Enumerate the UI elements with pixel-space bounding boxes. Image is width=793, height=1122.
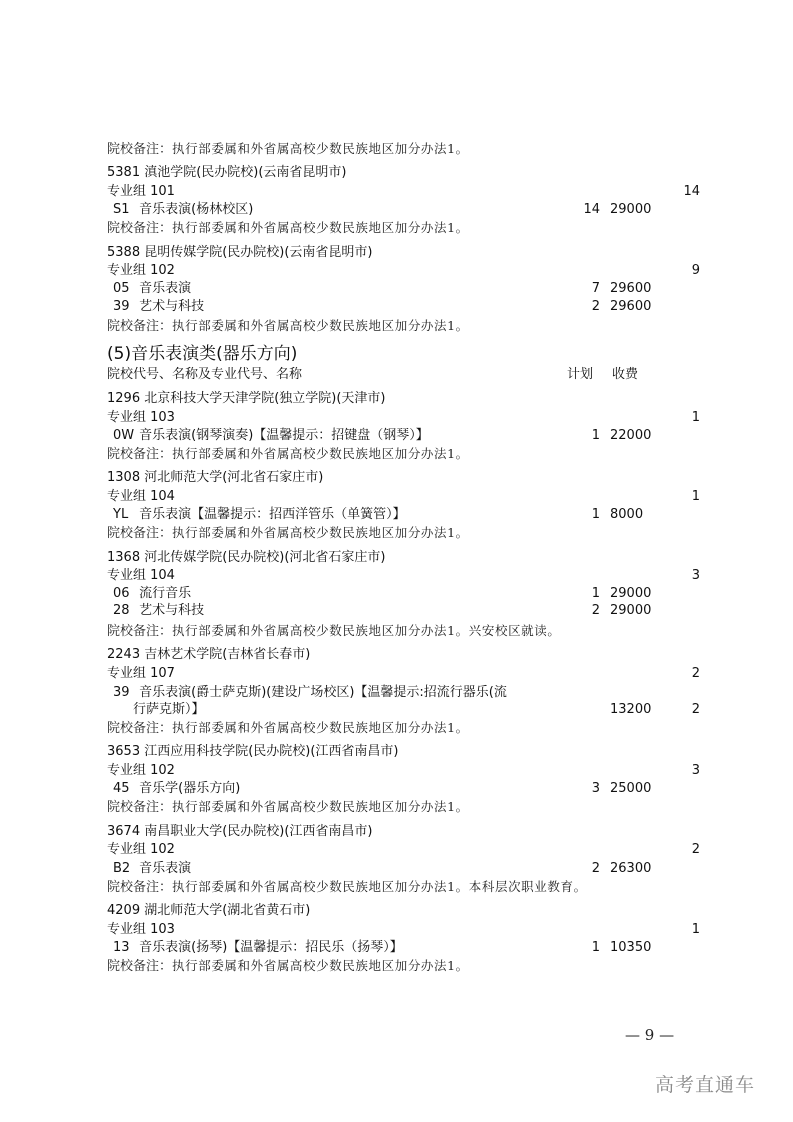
plan-count: 14 <box>683 184 700 199</box>
major-group-row: 专业组 101 14 <box>107 184 700 199</box>
fee: 29000 <box>610 603 652 618</box>
fee: 29000 <box>610 202 652 217</box>
fee: 8000 <box>610 507 644 522</box>
school-title: 5388 昆明传媒学院(民办院校)(云南省昆明市) <box>107 245 373 260</box>
col-plan-header: 计划 <box>567 367 594 382</box>
school-title: 1308 河北师范大学(河北省石家庄市) <box>107 470 324 485</box>
school-note: 院校备注：执行部委属和外省属高校少数民族地区加分办法1。 <box>107 141 469 157</box>
plan-count: 1 <box>591 586 600 601</box>
watermark: 高考直通车 <box>655 1074 756 1096</box>
school-title: 3674 南昌职业大学(民办院校)(江西省南昌市) <box>107 824 373 839</box>
column-header <box>107 366 667 384</box>
major-row: 0W 音乐表演(钢琴演奏)【温馨提示：招键盘（钢琴）】 1 22000 <box>113 428 652 443</box>
major-row: S1 音乐表演(杨林校区) 14 29000 <box>113 202 652 217</box>
major-group-row: 专业组 102 3 <box>107 763 700 778</box>
school-note: 院校备注：执行部委属和外省属高校少数民族地区加分办法1。 <box>107 525 469 541</box>
major-row: 45 音乐学(器乐方向) 3 25000 <box>113 781 652 796</box>
school-note: 院校备注：执行部委属和外省属高校少数民族地区加分办法1。兴安校区就读。 <box>107 623 561 639</box>
fee: 29600 <box>610 299 652 314</box>
school-title: 1296 北京科技大学天津学院(独立学院)(天津市) <box>107 391 386 406</box>
plan-count: 9 <box>691 263 700 278</box>
school-title: 5381 滇池学院(民办院校)(云南省昆明市) <box>107 165 347 180</box>
plan-count: 1 <box>691 922 700 937</box>
page-number: — 9 — <box>625 1026 675 1044</box>
major-group-row: 专业组 104 3 <box>107 568 700 583</box>
major-group-row: 专业组 102 2 <box>107 842 700 857</box>
fee: 13200 <box>610 702 652 717</box>
school-note: 院校备注：执行部委属和外省属高校少数民族地区加分办法1。 <box>107 318 469 334</box>
col-fee-header: 收费 <box>612 367 639 382</box>
major-row: 39 艺术与科技 2 29600 <box>113 299 652 314</box>
school-note: 院校备注：执行部委属和外省属高校少数民族地区加分办法1。本科层次职业教育。 <box>107 879 587 895</box>
plan-count: 1 <box>591 428 600 443</box>
plan-count: 2 <box>591 861 600 876</box>
plan-count: 7 <box>591 281 600 296</box>
col-name-header: 院校代号、名称及专业代号、名称 <box>107 367 303 382</box>
major-group-row: 专业组 104 1 <box>107 489 700 504</box>
major-row: 39 音乐表演(爵士萨克斯)(建设广场校区)【温馨提示:招流行器乐(流 <box>113 685 507 700</box>
fee: 10350 <box>610 940 652 955</box>
school-note: 院校备注：执行部委属和外省属高校少数民族地区加分办法1。 <box>107 720 469 736</box>
plan-count: 14 <box>583 202 600 217</box>
plan-count: 1 <box>691 410 700 425</box>
plan-count: 2 <box>691 842 700 857</box>
major-group-row: 专业组 103 1 <box>107 922 700 937</box>
major-row-continuation: 行萨克斯）】 2 13200 <box>133 702 700 717</box>
major-group-row: 专业组 103 1 <box>107 410 700 425</box>
plan-count: 2 <box>691 666 700 681</box>
major-row: 05 音乐表演 7 29600 <box>113 281 652 296</box>
major-row: B2 音乐表演 2 26300 <box>113 861 652 876</box>
major-group-row: 专业组 102 9 <box>107 263 700 278</box>
school-title: 3653 江西应用科技学院(民办院校)(江西省南昌市) <box>107 744 399 759</box>
school-title: 1368 河北传媒学院(民办院校)(河北省石家庄市) <box>107 550 386 565</box>
major-row: YL 音乐表演【温馨提示：招西洋管乐（单簧管）】 1 8000 <box>113 507 644 522</box>
plan-count: 1 <box>691 489 700 504</box>
section-heading: (5)音乐表演类(器乐方向) <box>107 344 298 364</box>
school-note: 院校备注：执行部委属和外省属高校少数民族地区加分办法1。 <box>107 446 469 462</box>
school-note: 院校备注：执行部委属和外省属高校少数民族地区加分办法1。 <box>107 958 469 974</box>
plan-count: 2 <box>691 702 700 717</box>
school-note: 院校备注：执行部委属和外省属高校少数民族地区加分办法1。 <box>107 799 469 815</box>
major-row: 06 流行音乐 1 29000 <box>113 586 652 601</box>
plan-count: 2 <box>591 603 600 618</box>
fee: 26300 <box>610 861 652 876</box>
plan-count: 1 <box>591 940 600 955</box>
school-note: 院校备注：执行部委属和外省属高校少数民族地区加分办法1。 <box>107 220 469 236</box>
major-row: 28 艺术与科技 2 29000 <box>113 603 652 618</box>
plan-count: 3 <box>691 763 700 778</box>
plan-count: 1 <box>591 507 600 522</box>
fee: 22000 <box>610 428 652 443</box>
fee: 25000 <box>610 781 652 796</box>
plan-count: 3 <box>591 781 600 796</box>
plan-count: 3 <box>691 568 700 583</box>
major-row: 13 音乐表演(扬琴)【温馨提示：招民乐（扬琴）】 1 10350 <box>113 940 652 955</box>
fee: 29600 <box>610 281 652 296</box>
fee: 29000 <box>610 586 652 601</box>
plan-count: 2 <box>591 299 600 314</box>
school-title: 4209 湖北师范大学(湖北省黄石市) <box>107 903 311 918</box>
major-group-row: 专业组 107 2 <box>107 666 700 681</box>
school-title: 2243 吉林艺术学院(吉林省长春市) <box>107 647 311 662</box>
